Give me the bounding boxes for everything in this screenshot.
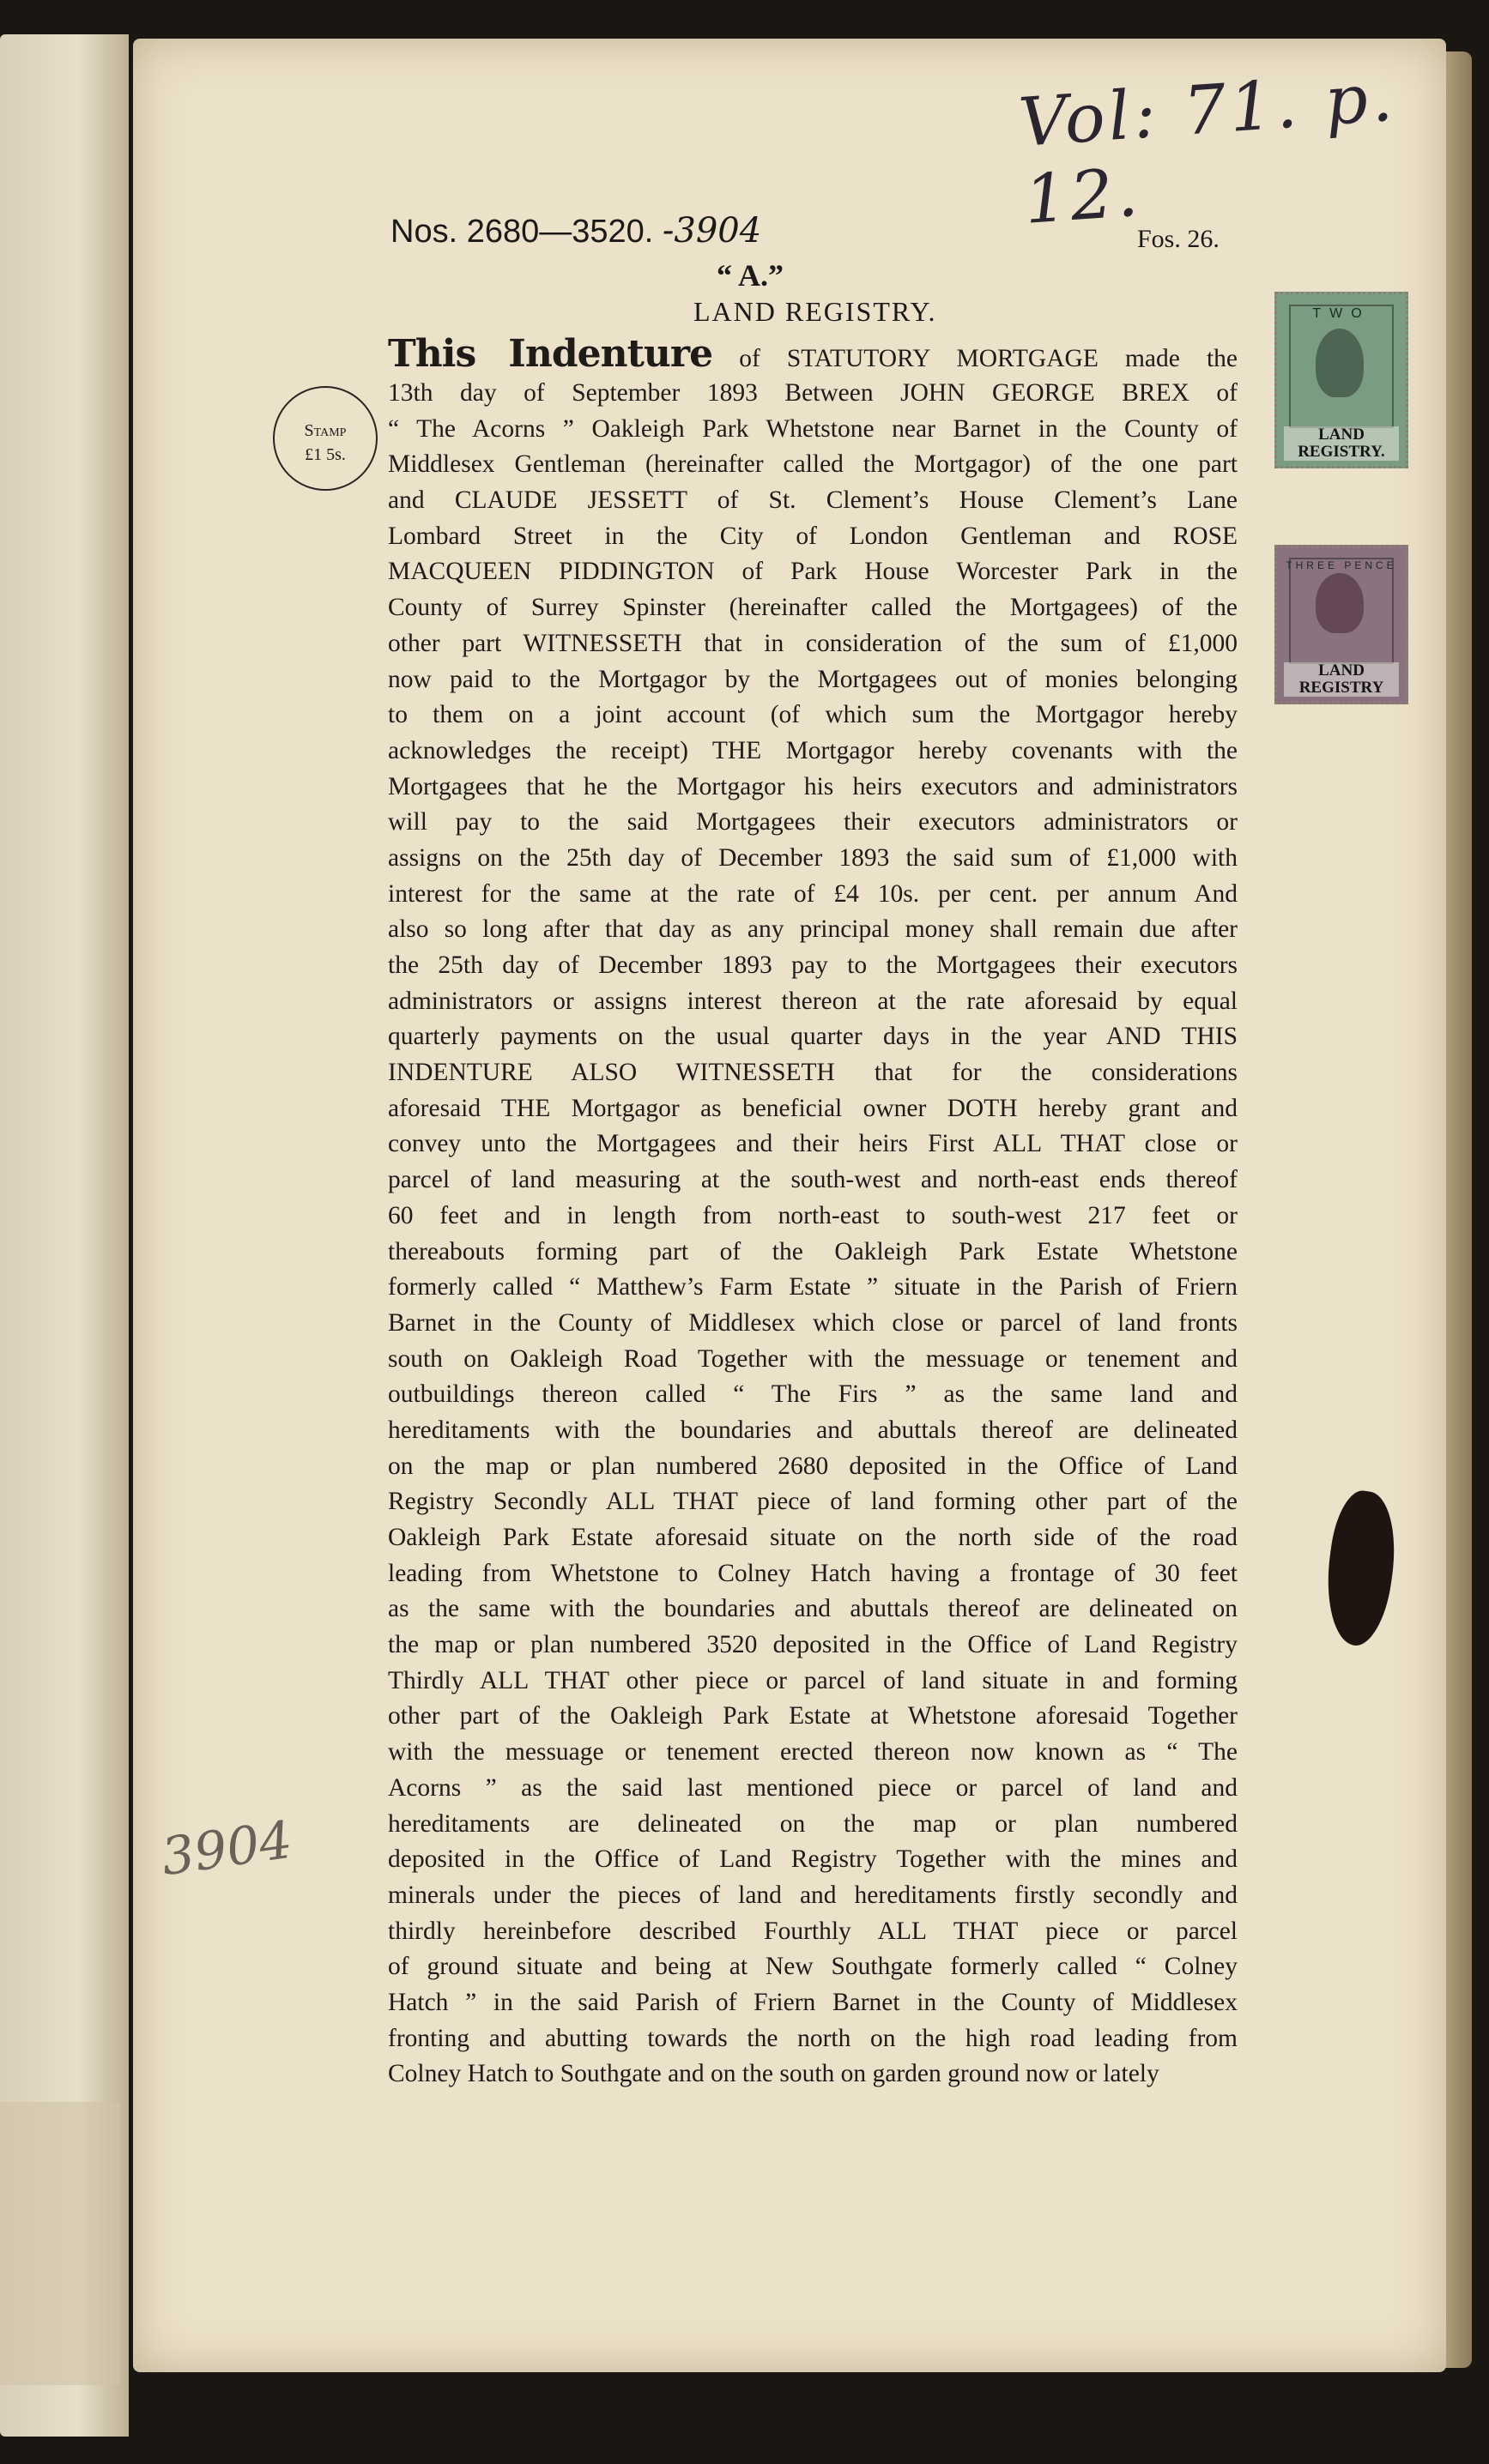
text-line [388,332,1238,376]
text-line: Thirdly ALL THAT other piece or parcel of land situate in and forming [388,1666,1238,1694]
text-line: interest for the same at the rate of £4 10s. per cent. per annum And [388,879,1238,908]
text-line: Oakleigh Park Estate aforesaid situate on the north side of the road [388,1524,1238,1551]
text-line: quarterly payments on the usual quarter days in the year AND THIS [388,1023,1238,1051]
handwritten-volume-reference: Vol: 71. p. 12. [1016,58,1399,239]
text-line: leading from Whetstone to Colney Hatch having a frontage of 30 feet [388,1559,1238,1587]
text-line: will pay to the said Mortgagees their executors administrators or [388,808,1238,836]
text-line: Hatch ” in the said Parish of Friern Barnet in the County of Middlesex [388,1988,1238,2016]
text-line: hereditaments with the boundaries and abuttals thereof are delineated [388,1416,1238,1444]
text-line: parcel of land measuring at the south-west and north-east ends thereof [388,1166,1238,1194]
stamp-denomination: THREE PENCE [1286,559,1397,571]
text-line: Lombard Street in the City of London Gentleman and ROSE [388,522,1238,550]
text-line: fronting and abutting towards the north on the high road leading from [388,2024,1238,2052]
office-heading: LAND REGISTRY. [693,296,937,327]
stamp-label: LAND REGISTRY. [1284,426,1399,461]
text-line: other part WITNESSETH that in consideration of the sum of £1,000 [388,629,1238,657]
text-line: “ The Acorns ” Oakleigh Park Whetstone near Barnet in the County of [388,414,1238,443]
text-line: acknowledges the receipt) THE Mortgagor hereby covenants with the [388,736,1238,764]
queen-portrait-icon [1316,329,1364,397]
text-line: on the map or plan numbered 2680 deposited in the Office of Land [388,1452,1238,1480]
text-line: Middlesex Gentleman (hereinafter called the Mortgagor) of the one part [388,450,1238,479]
text-line: aforesaid THE Mortgagor as beneficial owner DOTH hereby grant and [388,1094,1238,1122]
text-line: convey unto the Mortgagees and their heirs First ALL THAT close or [388,1130,1238,1158]
opening-words: This Indenture [388,332,713,376]
text-line-content: of STATUTORY MORTGAGE made the [739,345,1238,372]
text-line: Registry Secondly ALL THAT piece of land forming other part of the [388,1488,1238,1516]
revenue-stamp-three-pence [1274,545,1408,704]
stamp-label: LAND REGISTRY [1284,662,1399,697]
text-line: south on Oakleigh Road Together with the messuage or tenement and [388,1344,1238,1373]
text-line: hereditaments are delineated on the map or plan numbered [388,1809,1238,1838]
text-line: Mortgagees that he the Mortgagor his heirs executors and administrators [388,772,1238,800]
text-line: assigns on the 25th day of December 1893 the said sum of £1,000 with [388,843,1238,872]
text-line: Colney Hatch to Southgate and on the south on garden ground now or lately [388,2060,1159,2088]
text-line: thirdly hereinbefore described Fourthly ALL THAT piece or parcel [388,1917,1238,1945]
text-line: deposited in the Office of Land Registry Together with the mines and [388,1845,1238,1874]
indenture-text [388,332,1238,2093]
handwritten-margin-number: 3904 [157,1809,296,1888]
text-line: Acorns ” as the said last mentioned piece or parcel of land and [388,1773,1238,1802]
stamp-denomination: TWO [1312,306,1371,321]
stamp-duty-label: Stamp [304,421,347,440]
section-label: “ A.” [717,258,784,293]
stamp-duty-circle [273,386,378,491]
text-line: County of Surrey Spinster (hereinafter called the Mortgagees) of the [388,594,1238,622]
facing-page-shadow [0,2102,120,2385]
text-line: outbuildings thereon called “ The Firs ” as the same land and [388,1380,1238,1409]
text-line: the map or plan numbered 3520 deposited in the Office of Land Registry [388,1631,1238,1659]
text-line: with the messuage or tenement erected thereon now known as “ The [388,1738,1238,1766]
text-line: also so long after that day as any principal money shall remain due after [388,915,1238,944]
text-line: 60 feet and in length from north-east to south-west 217 feet or [388,1201,1238,1229]
text-line: INDENTURE ALSO WITNESSETH that for the considerations [388,1059,1238,1087]
text-line: the 25th day of December 1893 pay to the Mortgagees their executors [388,951,1238,979]
text-line: administrators or assigns interest thereon at the rate aforesaid by equal [388,987,1238,1015]
text-line: and CLAUDE JESSETT of St. Clement’s House Clement’s Lane [388,486,1238,515]
facing-page-edge [0,34,129,2437]
queen-portrait-icon [1316,573,1364,633]
stamp-duty-amount: £1 5s. [305,445,346,464]
text-line: MACQUEEN PIDDINGTON of Park House Worcester Park in the [388,558,1238,586]
text-line: to them on a joint account (of which sum the Mortgagor hereby [388,701,1238,729]
text-line: of ground situate and being at New Southgate formerly called “ Colney [388,1953,1238,1981]
registry-numbers [390,211,761,251]
registry-numbers-printed: Nos. 2680—3520. [390,214,654,250]
text-line: now paid to the Mortgagor by the Mortgagees out of monies belonging [388,665,1238,693]
text-line: Barnet in the County of Middlesex which close or parcel of land fronts [388,1308,1238,1337]
text-line: other part of the Oakleigh Park Estate at Whetstone aforesaid Together [388,1702,1238,1730]
folio-count: Fos. 26. [1137,225,1220,253]
text-line: as the same with the boundaries and abuttals thereof are delineated on [388,1595,1238,1623]
text-line: thereabouts forming part of the Oakleigh Park Estate Whetstone [388,1237,1238,1265]
text-line: 13th day of September 1893 Between JOHN GEORGE BREX of [388,379,1238,407]
handwritten-number: -3904 [662,211,762,251]
text-line: minerals under the pieces of land and hereditaments firstly secondly and [388,1881,1238,1909]
text-line: formerly called “ Matthew’s Farm Estate ” situate in the Parish of Friern [388,1273,1238,1301]
revenue-stamp-two-shillings [1274,292,1408,468]
